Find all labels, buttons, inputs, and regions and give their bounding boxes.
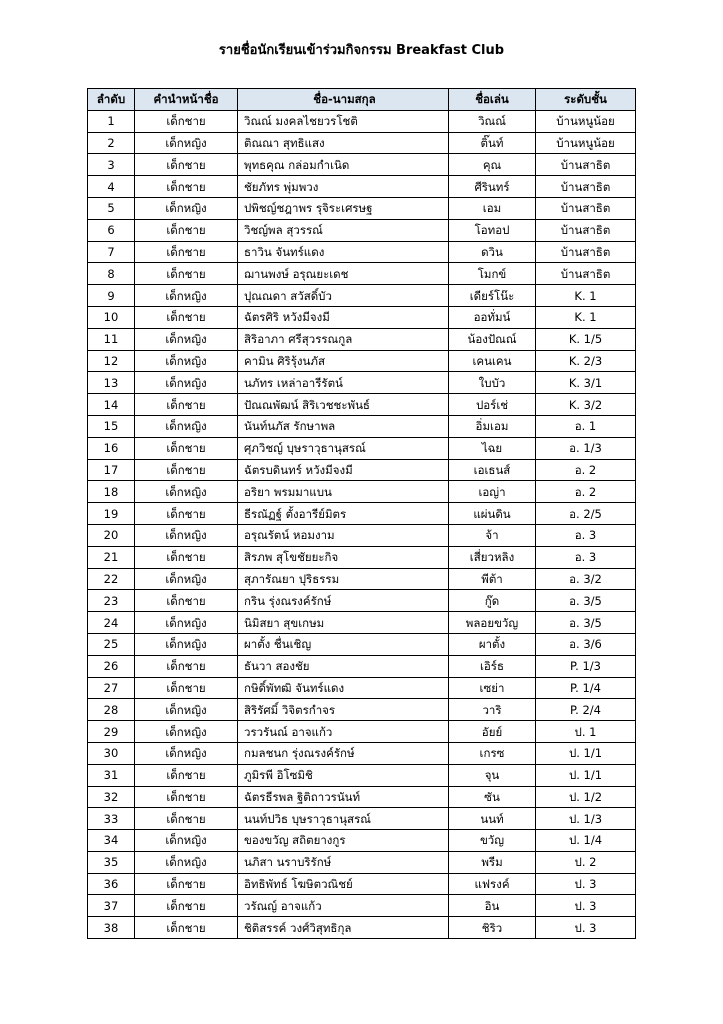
cell-number: 21	[88, 546, 135, 568]
cell-grade-level: ป. 1/1	[536, 742, 636, 764]
cell-number: 17	[88, 459, 135, 481]
cell-number: 32	[88, 786, 135, 808]
cell-full-name: ติณณา สุทธิแสง	[238, 132, 449, 154]
cell-prefix: เด็กหญิง	[135, 350, 238, 372]
cell-full-name: วรัณญ์ อาจแก้ว	[238, 895, 449, 917]
cell-grade-level: ป. 3	[536, 895, 636, 917]
cell-number: 34	[88, 830, 135, 852]
cell-nickname: เคนเคน	[449, 350, 536, 372]
cell-grade-level: K. 2/3	[536, 350, 636, 372]
cell-number: 9	[88, 285, 135, 307]
cell-prefix: เด็กหญิง	[135, 132, 238, 154]
table-row	[88, 481, 636, 503]
document-title: รายชื่อนักเรียนเข้าร่วมกิจกรรม Breakfast Club	[218, 43, 505, 58]
cell-full-name: อิทธิพัทธ์ โฆษิตวณิชย์	[238, 873, 449, 895]
cell-number: 5	[88, 197, 135, 219]
cell-number: 18	[88, 481, 135, 503]
cell-grade-level: ป. 1/3	[536, 808, 636, 830]
table-row	[88, 306, 636, 328]
cell-grade-level: อ. 3/6	[536, 633, 636, 655]
cell-nickname: ติ๊นท์	[449, 132, 536, 154]
cell-nickname: กู๊ด	[449, 590, 536, 612]
table-row	[88, 699, 636, 721]
cell-full-name: ธีรณัฏฐ์ ตั้งอารีย์มิตร	[238, 503, 449, 525]
cell-number: 4	[88, 176, 135, 198]
cell-grade-level: บ้านสาธิต	[536, 176, 636, 198]
cell-number: 7	[88, 241, 135, 263]
cell-prefix: เด็กชาย	[135, 437, 238, 459]
cell-number: 26	[88, 655, 135, 677]
table-row	[88, 176, 636, 198]
cell-nickname: จ้า	[449, 524, 536, 546]
cell-full-name: ฉัตรธีรพล ฐิติถาวรนันท์	[238, 786, 449, 808]
cell-nickname: เดียร์โน๊ะ	[449, 285, 536, 307]
cell-grade-level: อ. 3	[536, 524, 636, 546]
cell-nickname: เอเธนส์	[449, 459, 536, 481]
table-row	[88, 132, 636, 154]
cell-prefix: เด็กหญิง	[135, 285, 238, 307]
column-header-number: ลำดับ	[88, 89, 135, 111]
cell-number: 16	[88, 437, 135, 459]
table-row	[88, 764, 636, 786]
cell-nickname: ศีรินทร์	[449, 176, 536, 198]
cell-full-name: นภัทร เหล่าอารีรัตน์	[238, 372, 449, 394]
cell-nickname: ปอร์เช่	[449, 394, 536, 416]
cell-number: 27	[88, 677, 135, 699]
cell-number: 30	[88, 742, 135, 764]
cell-grade-level: P. 1/3	[536, 655, 636, 677]
cell-grade-level: อ. 2	[536, 459, 636, 481]
cell-nickname: ชิริว	[449, 917, 536, 939]
cell-number: 36	[88, 873, 135, 895]
table-row	[88, 350, 636, 372]
cell-number: 25	[88, 633, 135, 655]
cell-full-name: ผาตั้ง ชื่นเชิญ	[238, 633, 449, 655]
cell-nickname: เอิร์ธ	[449, 655, 536, 677]
cell-full-name: กษิดิ์พัทฒิ จันทร์แดง	[238, 677, 449, 699]
cell-full-name: ภูมิรพี อิโซมิชิ	[238, 764, 449, 786]
cell-number: 8	[88, 263, 135, 285]
cell-nickname: พีต้า	[449, 568, 536, 590]
cell-prefix: เด็กชาย	[135, 219, 238, 241]
cell-prefix: เด็กหญิง	[135, 633, 238, 655]
cell-full-name: นันท์นภัส รักษาพล	[238, 415, 449, 437]
table-row	[88, 154, 636, 176]
cell-grade-level: อ. 2	[536, 481, 636, 503]
table-row	[88, 241, 636, 263]
cell-number: 29	[88, 721, 135, 743]
cell-nickname: ออทั่มน์	[449, 306, 536, 328]
cell-grade-level: K. 3/1	[536, 372, 636, 394]
cell-prefix: เด็กหญิง	[135, 481, 238, 503]
cell-number: 24	[88, 612, 135, 634]
cell-nickname: ไฉย	[449, 437, 536, 459]
cell-number: 10	[88, 306, 135, 328]
cell-grade-level: P. 1/4	[536, 677, 636, 699]
cell-full-name: กริน รุ่งณรงค์รักษ์	[238, 590, 449, 612]
table-row	[88, 655, 636, 677]
cell-nickname: จุน	[449, 764, 536, 786]
cell-nickname: เซย่า	[449, 677, 536, 699]
cell-number: 1	[88, 110, 135, 132]
cell-full-name: ศุภวิชญ์ บุษราวุธานุสรณ์	[238, 437, 449, 459]
cell-nickname: ผาตั้ง	[449, 633, 536, 655]
cell-full-name: วิชญ์พล สุวรรณ์	[238, 219, 449, 241]
cell-grade-level: ป. 2	[536, 851, 636, 873]
cell-nickname: ซัน	[449, 786, 536, 808]
cell-full-name: ปุณณดา สวัสดิ์บัว	[238, 285, 449, 307]
cell-prefix: เด็กชาย	[135, 394, 238, 416]
cell-prefix: เด็กชาย	[135, 764, 238, 786]
cell-grade-level: บ้านสาธิต	[536, 241, 636, 263]
cell-full-name: อรุณรัตน์ หอมงาม	[238, 524, 449, 546]
cell-prefix: เด็กหญิง	[135, 742, 238, 764]
cell-nickname: ดวิน	[449, 241, 536, 263]
cell-nickname: แฟรงค์	[449, 873, 536, 895]
table-row	[88, 917, 636, 939]
cell-prefix: เด็กชาย	[135, 917, 238, 939]
cell-number: 12	[88, 350, 135, 372]
cell-number: 3	[88, 154, 135, 176]
cell-full-name: นิมิสยา สุขเกษม	[238, 612, 449, 634]
column-header-prefix: คำนำหน้าชื่อ	[135, 89, 238, 111]
cell-number: 6	[88, 219, 135, 241]
table-row	[88, 895, 636, 917]
cell-grade-level: ป. 1/2	[536, 786, 636, 808]
cell-grade-level: ป. 3	[536, 917, 636, 939]
table-row	[88, 568, 636, 590]
cell-nickname: อัยย์	[449, 721, 536, 743]
table-row	[88, 415, 636, 437]
table-row	[88, 873, 636, 895]
table-row	[88, 786, 636, 808]
cell-grade-level: บ้านสาธิต	[536, 197, 636, 219]
cell-nickname: แผ่นดิน	[449, 503, 536, 525]
cell-grade-level: K. 3/2	[536, 394, 636, 416]
cell-prefix: เด็กชาย	[135, 154, 238, 176]
cell-grade-level: บ้านหนูน้อย	[536, 132, 636, 154]
cell-prefix: เด็กหญิง	[135, 568, 238, 590]
table-header-row	[88, 89, 636, 111]
cell-number: 22	[88, 568, 135, 590]
cell-full-name: ฌานพงษ์ อรุณยะเดช	[238, 263, 449, 285]
cell-prefix: เด็กชาย	[135, 655, 238, 677]
column-header-full-name: ชื่อ-นามสกุล	[238, 89, 449, 111]
cell-grade-level: บ้านสาธิต	[536, 219, 636, 241]
table-row	[88, 263, 636, 285]
cell-full-name: ฉัตรบดินทร์ หวังมีจงมี	[238, 459, 449, 481]
cell-full-name: อริยา พรมมาแบน	[238, 481, 449, 503]
cell-grade-level: อ. 3/2	[536, 568, 636, 590]
table-row	[88, 110, 636, 132]
cell-grade-level: ป. 1/1	[536, 764, 636, 786]
cell-nickname: วิณณ์	[449, 110, 536, 132]
table-row	[88, 219, 636, 241]
table-row	[88, 437, 636, 459]
cell-nickname: วาริ	[449, 699, 536, 721]
cell-full-name: ปัณณพัฒน์ สิริเวชชะพันธ์	[238, 394, 449, 416]
cell-nickname: เกรซ	[449, 742, 536, 764]
column-header-grade-level: ระดับชั้น	[536, 89, 636, 111]
cell-prefix: เด็กชาย	[135, 306, 238, 328]
cell-prefix: เด็กชาย	[135, 895, 238, 917]
cell-full-name: สิริรัศมิ์ วิจิตรกำจร	[238, 699, 449, 721]
cell-full-name: ชิติสรรค์ วงศ์วิสุทธิกุล	[238, 917, 449, 939]
cell-full-name: ธาวิน จันทร์แดง	[238, 241, 449, 263]
cell-full-name: ชัยภัทร พุ่มพวง	[238, 176, 449, 198]
cell-number: 31	[88, 764, 135, 786]
cell-grade-level: K. 1/5	[536, 328, 636, 350]
cell-full-name: วรวรันณ์ อาจแก้ว	[238, 721, 449, 743]
cell-nickname: ขวัญ	[449, 830, 536, 852]
cell-grade-level: ป. 3	[536, 873, 636, 895]
cell-nickname: เอญ่า	[449, 481, 536, 503]
table-row	[88, 285, 636, 307]
cell-grade-level: บ้านหนูน้อย	[536, 110, 636, 132]
cell-grade-level: อ. 3/5	[536, 590, 636, 612]
cell-number: 2	[88, 132, 135, 154]
cell-full-name: สุภารัณยา ปุริธรรม	[238, 568, 449, 590]
cell-prefix: เด็กชาย	[135, 110, 238, 132]
cell-full-name: คามิน ศิริรุ้งนภัส	[238, 350, 449, 372]
cell-prefix: เด็กชาย	[135, 873, 238, 895]
cell-grade-level: อ. 1/3	[536, 437, 636, 459]
table-row	[88, 830, 636, 852]
cell-number: 19	[88, 503, 135, 525]
cell-prefix: เด็กหญิง	[135, 415, 238, 437]
cell-nickname: คุณ	[449, 154, 536, 176]
table-row	[88, 524, 636, 546]
cell-grade-level: K. 1	[536, 306, 636, 328]
cell-nickname: นนท์	[449, 808, 536, 830]
cell-prefix: เด็กหญิง	[135, 372, 238, 394]
cell-full-name: ธันวา สองชัย	[238, 655, 449, 677]
table-row	[88, 590, 636, 612]
cell-nickname: อิ่มเอม	[449, 415, 536, 437]
cell-number: 28	[88, 699, 135, 721]
cell-prefix: เด็กชาย	[135, 176, 238, 198]
table-body	[88, 110, 636, 938]
table-row	[88, 612, 636, 634]
cell-grade-level: อ. 3/5	[536, 612, 636, 634]
cell-number: 14	[88, 394, 135, 416]
cell-grade-level: อ. 2/5	[536, 503, 636, 525]
cell-grade-level: บ้านสาธิต	[536, 154, 636, 176]
cell-prefix: เด็กชาย	[135, 546, 238, 568]
cell-full-name: ฉัตรศิริ หวังมีจงมี	[238, 306, 449, 328]
cell-prefix: เด็กชาย	[135, 503, 238, 525]
cell-prefix: เด็กชาย	[135, 263, 238, 285]
cell-nickname: โอทอป	[449, 219, 536, 241]
cell-grade-level: อ. 3	[536, 546, 636, 568]
cell-prefix: เด็กชาย	[135, 590, 238, 612]
cell-nickname: น้องปัณณ์	[449, 328, 536, 350]
cell-full-name: ของขวัญ สถิตยางกูร	[238, 830, 449, 852]
table-row	[88, 808, 636, 830]
table-row	[88, 633, 636, 655]
cell-number: 15	[88, 415, 135, 437]
cell-prefix: เด็กหญิง	[135, 328, 238, 350]
table-row	[88, 197, 636, 219]
cell-prefix: เด็กชาย	[135, 459, 238, 481]
cell-grade-level: ป. 1/4	[536, 830, 636, 852]
table-row	[88, 503, 636, 525]
cell-full-name: สิรภพ สุโขชัยยะกิจ	[238, 546, 449, 568]
table-row	[88, 851, 636, 873]
cell-prefix: เด็กหญิง	[135, 197, 238, 219]
cell-nickname: โมกข์	[449, 263, 536, 285]
student-roster-table	[87, 88, 636, 939]
cell-number: 23	[88, 590, 135, 612]
cell-nickname: เอม	[449, 197, 536, 219]
cell-grade-level: อ. 1	[536, 415, 636, 437]
cell-prefix: เด็กหญิง	[135, 721, 238, 743]
cell-number: 13	[88, 372, 135, 394]
cell-full-name: ปพิชญ์ชฎาพร รุจิระเศรษฐ	[238, 197, 449, 219]
cell-number: 33	[88, 808, 135, 830]
table-row	[88, 546, 636, 568]
cell-nickname: ใบบัว	[449, 372, 536, 394]
cell-full-name: กมลชนก รุ่งณรงค์รักษ์	[238, 742, 449, 764]
table-row	[88, 742, 636, 764]
cell-grade-level: P. 2/4	[536, 699, 636, 721]
cell-full-name: นภิสา นราบริรักษ์	[238, 851, 449, 873]
table-row	[88, 394, 636, 416]
cell-prefix: เด็กชาย	[135, 786, 238, 808]
cell-full-name: สิริอาภา ศรีสุวรรณกูล	[238, 328, 449, 350]
cell-nickname: เสี่ยวหลิง	[449, 546, 536, 568]
cell-nickname: พลอยขวัญ	[449, 612, 536, 634]
cell-full-name: พุทธคุณ กล่อมกำเนิด	[238, 154, 449, 176]
table-row	[88, 677, 636, 699]
cell-number: 11	[88, 328, 135, 350]
cell-prefix: เด็กหญิง	[135, 699, 238, 721]
cell-nickname: พรีม	[449, 851, 536, 873]
cell-number: 35	[88, 851, 135, 873]
cell-number: 37	[88, 895, 135, 917]
cell-prefix: เด็กชาย	[135, 808, 238, 830]
table-row	[88, 372, 636, 394]
cell-prefix: เด็กหญิง	[135, 612, 238, 634]
table-row	[88, 459, 636, 481]
cell-prefix: เด็กชาย	[135, 677, 238, 699]
cell-grade-level: บ้านสาธิต	[536, 263, 636, 285]
cell-grade-level: K. 1	[536, 285, 636, 307]
cell-prefix: เด็กชาย	[135, 241, 238, 263]
cell-grade-level: ป. 1	[536, 721, 636, 743]
cell-full-name: นนท์ปวิธ บุษราวุธานุสรณ์	[238, 808, 449, 830]
cell-prefix: เด็กหญิง	[135, 524, 238, 546]
cell-prefix: เด็กหญิง	[135, 851, 238, 873]
cell-number: 20	[88, 524, 135, 546]
table-row	[88, 328, 636, 350]
cell-full-name: วิณณ์ มงคลไชยวรโชติ	[238, 110, 449, 132]
table-row	[88, 721, 636, 743]
cell-nickname: อิน	[449, 895, 536, 917]
column-header-nickname: ชื่อเล่น	[449, 89, 536, 111]
cell-prefix: เด็กหญิง	[135, 830, 238, 852]
cell-number: 38	[88, 917, 135, 939]
